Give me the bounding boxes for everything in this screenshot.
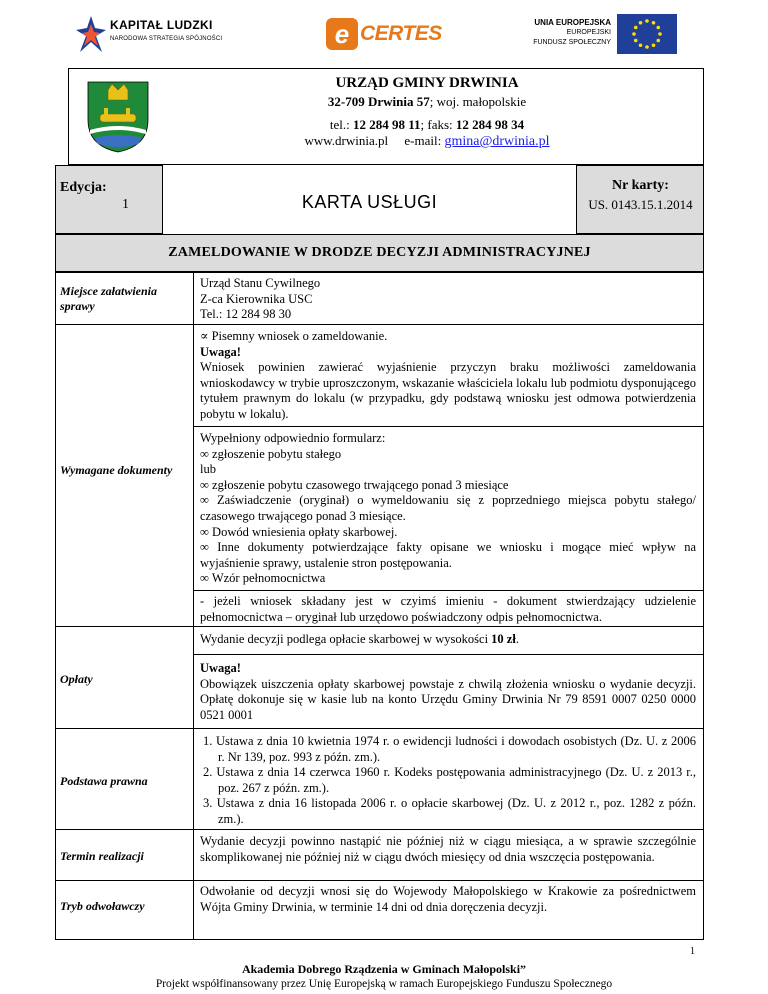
- bullet-icon: ∞: [200, 477, 213, 492]
- doc-note-text: Wniosek powinien zawierać wyjaśnienie przyczyn braku możliwości zameldowania wnioskodawcy w trybie uproszczonym, wskazanie właściciela lokalu lub podmiotu dysponującego tytułem prawnym do lokalu (w przypadku, gdy podstawą wniosku jest odmowa potwierdzenia pobytu w lokalu).: [200, 360, 696, 421]
- service-title: ZAMELDOWANIE W DRODZE DECYZJI ADMINISTRACYJNEJ: [168, 245, 591, 260]
- kapital-ludzki-star-icon: [76, 14, 106, 54]
- fees-label: Opłaty: [60, 672, 93, 686]
- place-label: Miejsce załatwienia sprawy: [60, 284, 157, 313]
- place-line: Z-ca Kierownika USC: [200, 291, 313, 306]
- doc-bullet-text: Pisemny wniosek o zameldowanie.: [211, 329, 388, 343]
- place-line: Urząd Stanu Cywilnego: [200, 276, 321, 290]
- bullet-icon: ∞: [200, 446, 213, 461]
- kapital-ludzki-title: KAPITAŁ LUDZKI: [110, 18, 213, 32]
- website-link[interactable]: www.drwinia.pl: [304, 133, 389, 148]
- doc-item: Dowód wniesienia opłaty skarbowej.: [212, 524, 398, 539]
- doc-item: Inne dokumenty potwierdzające fakty opisane we wniosku i mogące mieć wpływ na wyjaśnienie sprawy, ustalenie stron postępowania.: [200, 540, 696, 570]
- table-column-divider: [193, 272, 194, 940]
- appeal-label: Tryb odwoławczy: [60, 899, 145, 913]
- kapital-ludzki-logo: [76, 14, 236, 54]
- eu-star-icon: [645, 45, 649, 49]
- fees-text: Wydanie decyzji podlega opłacie skarbowej w wysokości: [200, 632, 492, 646]
- bullet-icon: ∞: [200, 540, 218, 555]
- header-info: [150, 74, 704, 150]
- eu-line3: FUNDUSZ SPOŁECZNY: [533, 39, 611, 46]
- place-line: Tel.: 12 284 98 30: [200, 307, 292, 322]
- row-divider: [55, 880, 704, 881]
- bullet-icon: ∞: [200, 493, 217, 508]
- certes-e-icon: e: [326, 18, 358, 50]
- email-label: e-mail:: [404, 133, 445, 148]
- eu-star-icon: [652, 21, 656, 25]
- eu-star-icon: [656, 39, 660, 43]
- card-number-label: Nr karty:: [612, 178, 669, 193]
- footer-cofinancing: Projekt współfinansowany przez Unię Europejską w ramach Europejskiego Funduszu Społecznego: [155, 978, 613, 990]
- appeal-content: Odwołanie od decyzji wnosi się do Wojewody Małopolskiego w Krakowie za pośrednictwem Wójta Gminy Drwinia, w terminie 14 dni od dnia doręczenia decyzji.: [200, 884, 696, 914]
- fees-part2: [200, 661, 696, 723]
- legal-label: Podstawa prawna: [60, 774, 148, 788]
- fees-note-text: Obowiązek uiszczenia opłaty skarbowej powstaje z chwilą złożenia wniosku o wydanie decyzji. Opłatę dokonuje się w kasie lub na konto Urzędu Gminy Drwinia Nr 79 8591 0007 0250 0000 0521 0001: [200, 676, 696, 722]
- doc-item: Zaświadczenie (oryginał) o wymeldowaniu się z poprzedniego miejsca pobytu stałego/ czasowego trwającego ponad 3 miesiące.: [200, 493, 696, 523]
- office-web: [150, 133, 704, 150]
- page-number: 1: [690, 946, 695, 957]
- doc-item: zgłoszenie pobytu stałego: [212, 446, 342, 461]
- eu-line1: UNIA EUROPEJSKA: [534, 18, 611, 27]
- eu-star-icon: [645, 19, 649, 23]
- doc-power-of-attorney: - jeżeli wniosek składany jest w czyimś imieniu - dokument stwierdzający udzielenie pełnomocnictwa – oryginał lub urzędowo poświadczony odpis pełnomocnictwa.: [200, 594, 696, 624]
- eu-line2: EUROPEJSKI: [566, 29, 611, 36]
- doc-form-intro: Wypełniony odpowiednio formularz:: [200, 431, 386, 445]
- fees-amount: 10 zł: [491, 632, 516, 646]
- office-name: URZĄD GMINY DRWINIA: [335, 75, 519, 91]
- eu-star-icon: [639, 43, 643, 47]
- row-divider: [55, 626, 704, 627]
- row-divider: [55, 829, 704, 830]
- eu-star-icon: [634, 39, 638, 43]
- row-divider: [193, 654, 704, 655]
- eu-star-icon: [632, 32, 636, 36]
- bullet-icon: ∝: [200, 329, 212, 343]
- footer-project-name: Akademia Dobrego Rządzenia w Gminach Małopolski”: [241, 962, 527, 976]
- office-address-region: ; woj. małopolskie: [429, 94, 527, 109]
- documents-part1: [200, 329, 696, 423]
- eu-logo-text: [533, 18, 611, 48]
- fees-end: .: [515, 632, 519, 646]
- eu-star-icon: [658, 32, 662, 36]
- edition-value: 1: [122, 197, 129, 212]
- email-link[interactable]: gmina@drwinia.pl: [444, 134, 550, 149]
- doc-item: Wzór pełnomocnictwa: [211, 571, 326, 586]
- card-number-value: US. 0143.15.1.2014: [588, 197, 693, 212]
- documents-label: Wymagane dokumenty: [60, 463, 173, 477]
- legal-item: 3. Ustawa z dnia 16 listopada 2006 r. o opłacie skarbowej (Dz. U. z 2012 r., poz. 1282 z późn. zm.).: [203, 796, 696, 826]
- documents-part3: [200, 594, 696, 625]
- legal-item: 2. Ustawa z dnia 14 czerwca 1960 r. Kodeks postępowania administracyjnego (Dz. U. z 2013 r., poz. 267 z późn. zm.).: [203, 765, 696, 795]
- eu-star-icon: [656, 26, 660, 30]
- fees-part1: [200, 632, 696, 648]
- tel-label: tel.:: [329, 117, 353, 132]
- legal-item: 1. Ustawa z dnia 10 kwietnia 1974 r. o ewidencji ludności i dowodach osobistych (Dz. U. z 2006 r. Nr 139, poz. 993 z późn. zm.).: [203, 734, 696, 764]
- office-address-main: 32-709 Drwinia 57: [327, 94, 430, 109]
- drwinia-coat-of-arms-icon: [86, 80, 150, 154]
- deadline-content: Wydanie decyzji powinno nastąpić nie później niż w ciągu miesiąca, a w sprawie szczególnie skomplikowanej nie później niż w ciągu dwóch miesięcy od dnia wszczęcia postępowania.: [200, 834, 696, 864]
- bullet-icon: ∞: [200, 524, 213, 539]
- row-divider: [193, 590, 704, 591]
- row-divider: [193, 426, 704, 427]
- fax-label: ; faks:: [420, 117, 456, 132]
- certes-wordmark: CERTES: [360, 22, 442, 45]
- tel-number: 12 284 98 11: [352, 117, 421, 132]
- bullet-icon: ∞: [200, 571, 212, 586]
- certes-logo: [326, 18, 442, 50]
- legal-content: [200, 734, 696, 828]
- office-phones: [150, 117, 704, 133]
- eu-star-icon: [652, 43, 656, 47]
- row-divider: [55, 324, 704, 325]
- doc-item: lub: [200, 462, 216, 477]
- kapital-ludzki-subtitle: NARODOWA STRATEGIA SPÓJNOŚCI: [110, 36, 223, 42]
- eu-star-icon: [639, 21, 643, 25]
- edition-label: Edycja:: [60, 180, 107, 195]
- place-content: [200, 276, 696, 323]
- deadline-label: Termin realizacji: [60, 849, 144, 863]
- eu-logo: [505, 12, 695, 58]
- row-divider: [55, 728, 704, 729]
- fees-note-label: Uwaga!: [200, 661, 241, 675]
- office-address: [150, 93, 704, 111]
- fax-number: 12 284 98 34: [455, 117, 525, 132]
- card-title: KARTA USŁUGI: [301, 192, 438, 212]
- doc-item: zgłoszenie pobytu czasowego trwającego ponad 3 miesiące: [212, 477, 509, 492]
- doc-note-label: Uwaga!: [200, 344, 241, 359]
- documents-part2: [200, 431, 696, 587]
- eu-star-icon: [634, 26, 638, 30]
- eu-flag-icon: [617, 14, 677, 54]
